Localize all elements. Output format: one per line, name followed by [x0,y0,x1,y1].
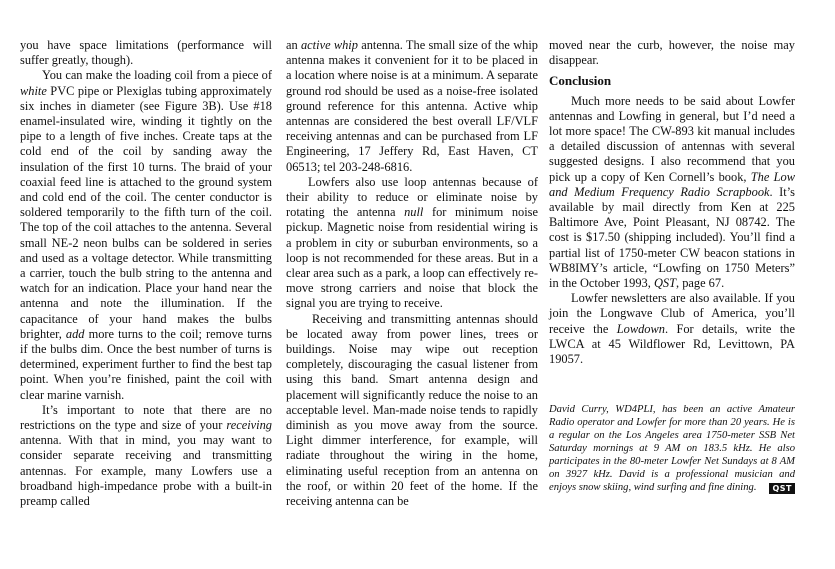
emphasis-text: QST [653,276,676,291]
paragraph-text: You can make the loading coil from a piece of [42,68,272,83]
paragraph-text: moved near the curb, however, the noise may disappear. [549,38,795,68]
paragraph-text: PVC pipe or Plexiglas tubing approximately six inches in diameter (see Figure 3B). Use #18 enamel-insulated wire, winding it tightly on the pipe to a length of five inches. Create taps at the cold end of the coil by sanding away the insulation of the first 10 turns. The braid of your coaxial feed line is attached to the ground system and cold end of the coil. The center conductor is soldered temporarily to the fifth turn of the coil. The top of the coil attaches to the antenna. Several small NE-2 neon bulbs can be soldered in series and used as a voltage detector. While transmitting a carrier, touch the bulb string to the antenna and watch for an indication. Place your hand near the antenna and note the illumination. If the capacitance of your hand makes the bulbs brighter, [20,83,272,341]
paragraph-text: Lowfer newsletters are also available. If you join the Longwave Club of America, you’ll receive the [549,291,795,336]
paragraph-text: antenna. With that in mind, you may want to consider separate receiving and transmitting antennas. For example, many Lowfers use a broadband high-impedance probe with a built-in preamp called [20,433,272,509]
emphasis-text: white [20,83,47,98]
paragraph-text: for minimum noise pickup. Magnetic noise from residential wiring is a problem in city or suburban environments, so a loop is not recommended for these areas. But in a clear area such as a park, a loop can effectively remove strong carriers and noise that block the signal you are trying to receive. [286,205,538,311]
paragraph [20,403,272,509]
paragraph [20,38,272,68]
emphasis-text: receiving [226,418,272,433]
author-bio [549,403,795,494]
paragraph-text: Much more needs to be said about Lowfer antennas and Lowfing in general, but I’d need a lot more space! The CW-893 kit manual includes a detailed discussion of antennas with several suggested designs. I also recommend that you pick up a copy of Ken Cornell’s book, [549,93,795,184]
article-column-3 [549,38,795,494]
paragraph [286,175,538,312]
qst-logo-icon: QST [769,483,795,494]
emphasis-text: active whip [300,38,358,52]
paragraph-text: you have space limitations (performance will suffer greatly, though). [20,38,272,68]
emphasis-text: add [65,326,85,341]
paragraph-text: It’s important to note that there are no restrictions on the type and size of your [20,402,272,433]
emphasis-text: Lowdown [616,321,665,336]
paragraph-text: more turns to the coil; remove turns if the bulbs dim. Once the best number of turns is determined, experiment further to find the best tap point. When you’re finished, paint the coil with clear marine varnish. [20,326,272,402]
paragraph-text: antenna. The small size of the whip antenna makes it convenient for it to be placed in a location where noise is at a minimum. A separate ground rod should be used as a noise-free isolated ground reference for this antenna. Active whip antennas are considered the best overall LF/VLF receiving antennas and can be purchased from LF Engineering, 17 Jeffery Rd, East Haven, CT 06513; tel 203-248-6816. [286,38,538,174]
paragraph-text: Receiving and transmitting antennas should be located away from power lines, trees or buildings. Noise may wipe out reception completely, discouraging the casual listener from using this band. Smart antenna design and placement will significantly reduce the noise to an acceptable level. Man-made noise tends to rapidly diminish as you move away from the source. Light dimmer interference, for example, will radiate throughout the wiring in the home, eliminating useful reception from an antenna on the roof, or within 20 feet of the home. If the receiving antenna can be [286,311,538,509]
paragraph [20,68,272,402]
paragraph [286,312,538,510]
emphasis-text: null [404,205,424,220]
emphasis-text: The Low and Medium Frequency Radio Scrapbook [549,169,795,199]
paragraph [549,291,795,367]
author-bio-text: David Curry, WD4PLI, has been an active Amateur Radio operator and Lowfer for more than 20 years. He is a regular on the Los Angeles area 1750-meter SSB Net Saturday mornings at 9 AM on 183.5 kHz. He also participates in the 80-meter Lowfer Net Sundays at 8 AM on 3927 kHz. David is a professional musician and enjoys snow skiing, wind surfing and fine dining. [549,404,795,494]
section-heading: Conclusion [549,73,612,89]
article-column-2 [286,38,538,509]
paragraph [549,94,795,292]
paragraph [286,38,538,175]
paragraph-text: Lowfers also use loop antennas because of their ability to reduce or eliminate noise by rotating the antenna [286,174,538,220]
article-column-1 [20,38,272,509]
paragraph-text: . For details, write the LWCA at 45 Wildflower Rd, Levittown, PA 19057. [549,321,795,367]
paragraph [549,38,795,68]
paragraph-text: an [286,38,301,52]
paragraph-text: . It’s available by mail directly from Ken at 225 Baltimore Ave, Point Pleasant, NJ 08742. The cost is $17.50 (shipping included). You’ll find a partial list of 1750-meter CW beacon stations in WB8IMY’s article, “Lowfing on 1750 Meters” in the October 1993, [549,184,795,291]
paragraph-text: , page 67. [676,276,725,291]
